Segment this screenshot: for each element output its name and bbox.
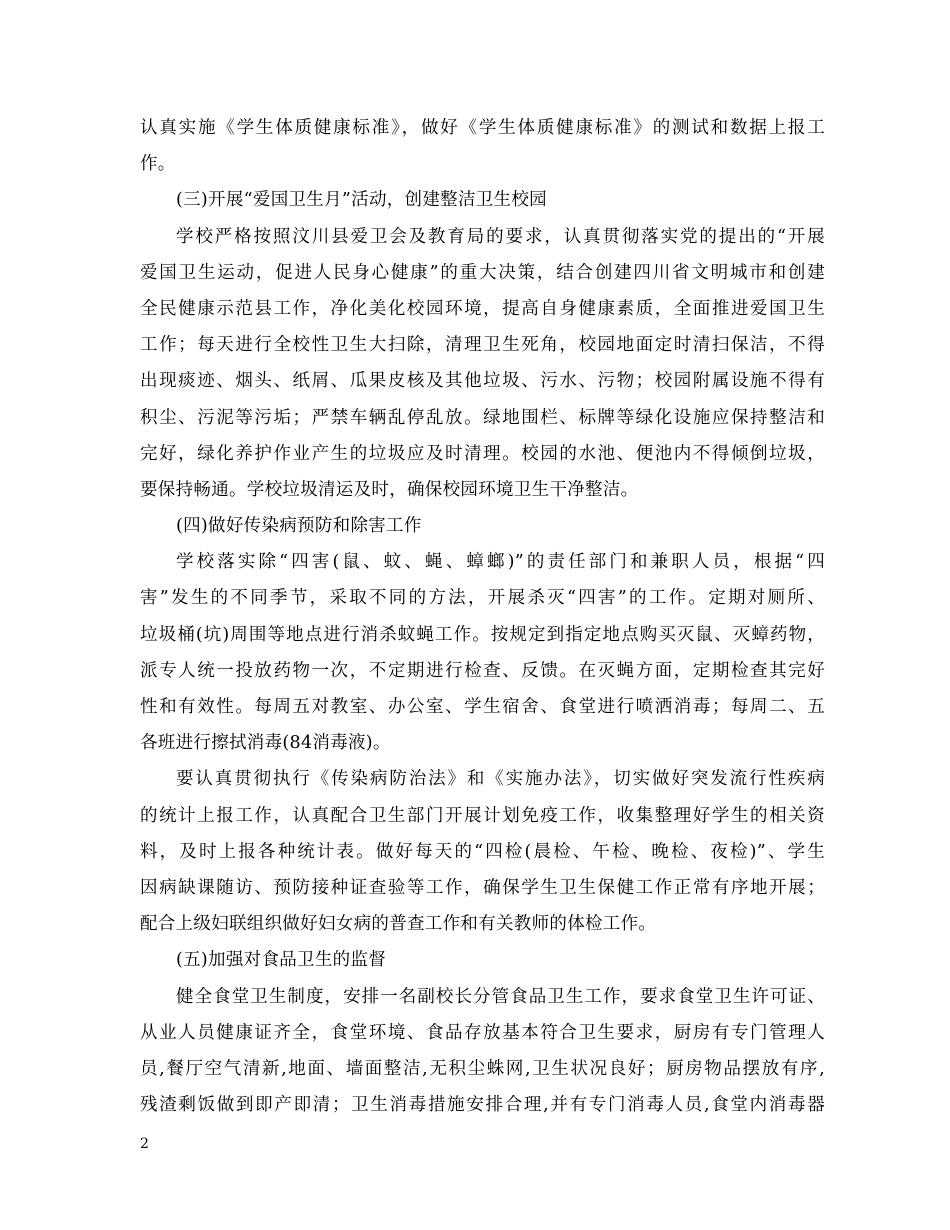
text-line: 工作；每天进行全校性卫生大扫除，清理卫生死角，校园地面定时清扫保洁，不得 (140, 335, 825, 356)
text-line: 爱国卫生运动，促进人民身心健康”的重大决策，结合创建四川省文明城市和创建 (140, 262, 825, 283)
text-line: 出现痰迹、烟头、纸屑、瓜果皮核及其他垃圾、污水、污物；校园附属设施不得有 (140, 371, 825, 392)
text-line: 作。 (140, 154, 176, 175)
text-line: 认真实施《学生体质健康标准》，做好《学生体质健康标准》的测试和数据上报工 (140, 118, 825, 138)
text-line: 配合上级妇联组织做好妇女病的普查工作和有关教师的体检工作。 (140, 914, 657, 935)
page-number: 2 (140, 1136, 149, 1152)
text-line: 学校落实除“四害(鼠、蚊、蝇、蟑螂)”的责任部门和兼职人员，根据“四 (176, 552, 825, 573)
text-line: 害”发生的不同季节，采取不同的方法，开展杀灭“四害”的工作。定期对厕所、 (140, 588, 825, 609)
text-line: 全民健康示范县工作，净化美化校园环境，提高自身健康素质，全面推进爱国卫生 (140, 298, 825, 319)
text-line: 要保持畅通。学校垃圾清运及时，确保校园环境卫生干净整洁。 (140, 479, 639, 500)
text-line: 料，及时上报各种统计表。做好每天的“四检(晨检、午检、晚检、夜检)”、学生 (140, 841, 825, 862)
text-line: 完好，绿化养护作业产生的垃圾应及时清理。校园的水池、便池内不得倾倒垃圾， (140, 443, 825, 464)
text-line: 因病缺课随访、预防接种证查验等工作，确保学生卫生保健工作正常有序地开展； (140, 877, 825, 898)
text-line: 派专人统一投放药物一次，不定期进行检查、反馈。在灭蝇方面，定期检查其完好 (140, 660, 825, 681)
text-line: (四)做好传染病预防和除害工作 (176, 516, 422, 537)
body-text (140, 110, 825, 1123)
text-line: 从业人员健康证齐全，食堂环境、食品存放基本符合卫生要求，厨房有专门管理人 (140, 1022, 825, 1043)
text-line: 性和有效性。每周五对教室、办公室、学生宿舍、食堂进行喷洒消毒；每周二、五 (140, 697, 825, 717)
text-line: 要认真贯彻执行《传染病防治法》和《实施办法》，切实做好突发流行性疾病 (176, 769, 825, 790)
text-line: (三)开展“爱国卫生月”活动，创建整洁卫生校园 (176, 190, 547, 211)
text-line: 学校严格按照汶川县爱卫会及教育局的要求，认真贯彻落实党的提出的“开展 (176, 226, 825, 247)
text-line: 各班进行擦拭消毒(84消毒液)。 (140, 733, 391, 754)
text-line: 残渣剩饭做到即产即清；卫生消毒措施安排合理,并有专门消毒人员,食堂内消毒器 (140, 1095, 825, 1116)
text-line: 垃圾桶(坑)周围等地点进行消杀蚊蝇工作。按规定到指定地点购买灭鼠、灭蟑药物， (140, 624, 825, 645)
text-line: (五)加强对食品卫生的监督 (176, 950, 387, 971)
text-line: 员,餐厅空气清新,地面、墙面整洁,无积尘蛛网,卫生状况良好；厨房物品摆放有序, (140, 1058, 825, 1079)
text-line: 的统计上报工作，认真配合卫生部门开展计划免疫工作，收集整理好学生的相关资 (140, 805, 825, 826)
text-line: 积尘、污泥等污垢；严禁车辆乱停乱放。绿地围栏、标牌等绿化设施应保持整洁和 (140, 407, 825, 428)
text-line: 健全食堂卫生制度，安排一名副校长分管食品卫生工作，要求食堂卫生许可证、 (176, 986, 825, 1007)
